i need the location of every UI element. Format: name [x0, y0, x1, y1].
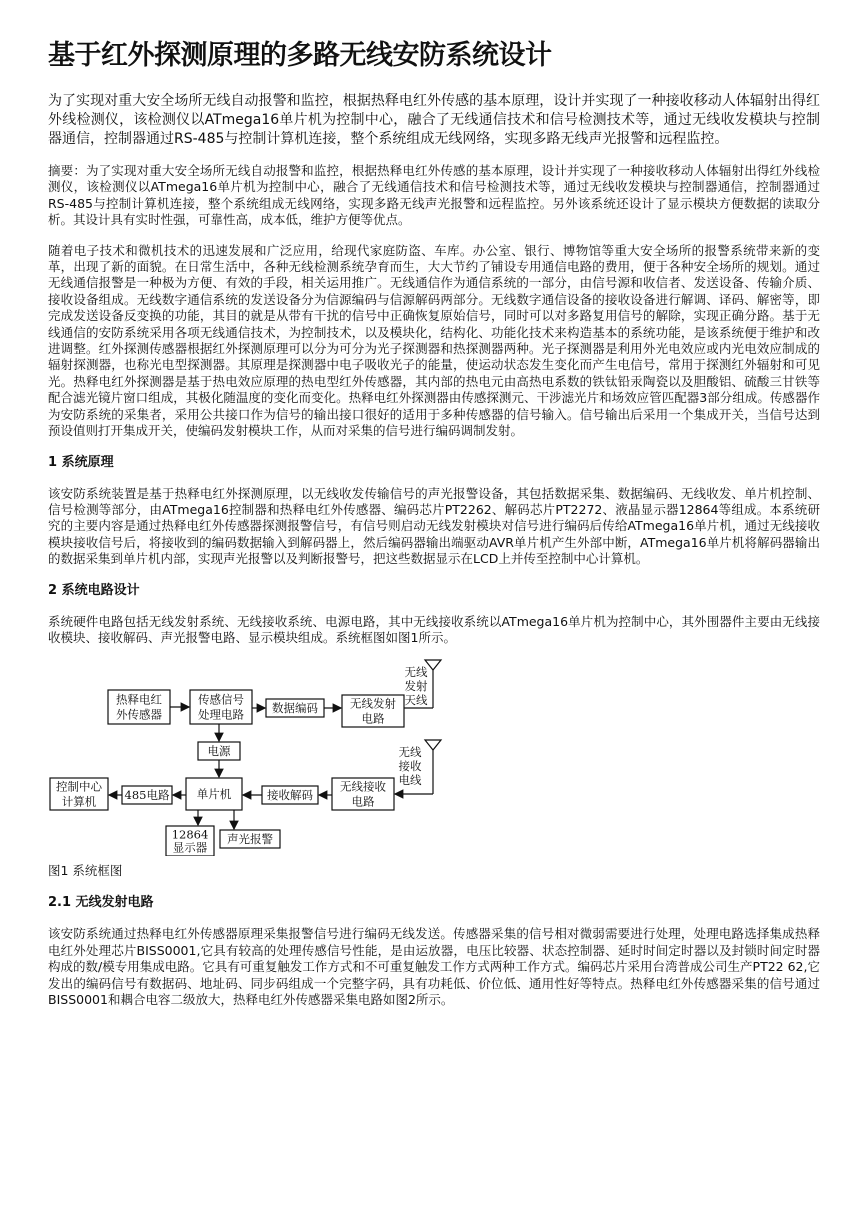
diagram-label-signal-proc-1: 处理电路 — [198, 707, 244, 722]
diagram-label-rs485-0: 485电路 — [124, 788, 170, 803]
diagram-label-lcd-0: 12864 — [171, 827, 209, 842]
diagram-label-mcu-0: 单片机 — [196, 787, 232, 802]
diagram-label-wireless-tx-0: 无线发射 — [350, 696, 396, 711]
diagram-label-wireless-rx-1: 电路 — [351, 794, 375, 809]
system-block-diagram — [48, 658, 820, 856]
diagram-label-rx-decode-0: 接收解码 — [267, 788, 313, 803]
diagram-label-tx-antenna-2: 天线 — [404, 693, 428, 708]
figure-1-caption: 图1 系统框图 — [48, 863, 123, 879]
article — [48, 38, 820, 1008]
diagram-label-rx-antenna-1: 接收 — [398, 759, 422, 774]
diagram-label-pir-sensor-1: 外传感器 — [116, 707, 162, 722]
abstract: 摘要：为了实现对重大安全场所无线自动报警和监控，根据热释电红外传感的基本原理，设计并实现了一种接收移动人体辐射出得红外线检测仪，该检测仪以ATmega16单片机为控制中心，融合了无线通信技术和信号检测技术等，通过无线收发模块与控制器通信，控制器通过RS-485与控制计算机连接，整个系统组成无线网络，实现多路无线声光报警和远程监控。另外该系统还设计了显示模块方便数据的读取分析。其设计具有实时性强，可靠性高，成本低，维护方便等优点。 — [48, 163, 820, 228]
section-2-heading: 2 系统电路设计 — [48, 582, 140, 598]
diagram-label-rx-antenna-0: 无线 — [398, 745, 422, 760]
diagram-label-wireless-tx-1: 电路 — [361, 711, 385, 726]
diagram-label-signal-proc-0: 传感信号 — [198, 692, 244, 707]
diagram-label-rx-antenna-2: 电线 — [398, 773, 422, 788]
diagram-label-control-pc-1: 计算机 — [61, 794, 97, 809]
diagram-label-control-pc-0: 控制中心 — [56, 779, 102, 794]
diagram-label-lcd-1: 显示器 — [172, 840, 208, 855]
diagram-label-wireless-rx-0: 无线接收 — [340, 779, 386, 794]
section-2-1-text: 该安防系统通过热释电红外传感器原理采集报警信号进行编码无线发送。传感器采集的信号相对微弱需要进行处理，处理电路选择集成热释电红外处理芯片BISS0001,它具有较高的处理传感信号性能，是由运放器，电压比较器、状态控制器、延时时间定时器以及封锁时间定时器构成的数/模专用集成电路。它具有可重复触发工作方式和不可重复触发工作方式两种工作方式。编码芯片采用台湾普成公司生产PT22 62,它发出的编码信号有数据码、地址码、同步码组成一个完整字码，具有功耗低、价位低、通用性好等特点。热释电红外传感器采集的信号通过BISS0001和耦合电容二级放大，热释电红外传感器采集电路如图2所示。 — [48, 926, 820, 1007]
diagram-label-power-0: 电源 — [207, 744, 231, 759]
article-title: 基于红外探测原理的多路无线安防系统设计 — [48, 40, 552, 71]
diagram-label-tx-antenna-1: 发射 — [404, 679, 428, 694]
section-1-text: 该安防系统装置是基于热释电红外探测原理，以无线收发传输信号的声光报警设备，其包括数据采集、数据编码、无线收发、单片机控制、信号检测等部分，由ATmega16控制器和热释电红外传感器、编码芯片PT2262、解码芯片PT2272、液晶显示器12864等组成。本系统研究的主要内容是通过热释电红外传感器探测报警信号，有信号则启动无线发射模块对信号进行编码后传给ATmega16单片机，通过无线接收模块接收信号后，将接收到的编码数据输入到解码器上，然后编码器输出端驱动AVR单片机产生外部中断，ATmega16单片机将解码器输出的数据采集到单片机内部，实现声光报警以及判断报警号，把这些数据显示在LCD上并传至控制中心计算机。 — [48, 485, 820, 567]
diagram-label-alarm-0: 声光报警 — [227, 832, 273, 847]
section-1-heading: 1 系统原理 — [48, 454, 114, 470]
diagram-label-pir-sensor-0: 热释电红 — [116, 692, 162, 707]
diagram-label-data-encode-0: 数据编码 — [272, 701, 318, 716]
intro-summary: 为了实现对重大安全场所无线自动报警和监控，根据热释电红外传感的基本原理，设计并实现了一种接收移动人体辐射出得红外线检测仪，该检测仪以ATmega16单片机为控制中心，融合了无线通信技术和信号检测技术等，通过无线收发模块与控制器通信，控制器通过RS-485与控制计算机连接，整个系统组成无线网络，实现多路无线声光报警和远程监控。 — [48, 93, 820, 147]
section-2-text: 系统硬件电路包括无线发射系统、无线接收系统、电源电路，其中无线接收系统以ATmega16单片机为控制中心，其外围器件主要由无线接收模块、接收解码、声光报警电路、显示模块组成。系统框图如图1所示。 — [48, 613, 820, 645]
body-intro-paragraph: 随着电子技术和微机技术的迅速发展和广泛应用，给现代家庭防盗、车库。办公室、银行、博物馆等重大安全场所的报警系统带来新的变革，出现了新的面貌。在日常生活中，各种无线检测系统孕育而生，大大节约了铺设专用通信电路的费用，便于各种安全场所的规划。通过无线通信报警是一种极为方便、有效的手段，相关运用推广。无线通信作为通信系统的一部分，由信号源和收信者、发送设备、传输介质、接收设备组成。无线数字通信系统的发送设备分为信源编码与信源解码两部分。无线数字通信设备的接收设备进行解调、译码、解密等，即完成发送设备反变换的功能，其目的就是从带有干扰的信号中正确恢复原始信号，同时可以对多路复用信号的解除，实现正确分路。基于无线通信的安防系统采用各项无线通信技术，为控制技术，以及模块化，结构化、功能化技术来构造基本的系统功能，是该系统便于维护和改进调整。红外探测传感器根据红外探测原理可以分为可分为光子探测器和热探测器两种。光子探测器是利用外光电效应或内光电效应制成的辐射探测器，也称光电型探测器。其原理是探测器中电子吸收光子的能量，使运动状态发生变化而产生电信号，常用于探测红外辐射和可见光。热释电红外探测器是基于热电效应原理的热电型红外传感器，其内部的热电元由高热电系数的铁钛铅汞陶瓷以及胆酸铝、硫酸三甘铁等配合滤光镜片窗口组成，其极化随温度的变化而变化。热释电红外探测器由传感探测元、干涉滤光片和场效应管匹配器3部分组成。传感器作为安防系统的采集者，采用公共接口作为信号的输出接口很好的适用于多种传感器的信号输入。信号输出后采用一个集成开关，当信号达到预设值则打开集成开关，使编码发射模块工作，从而对采集的信号进行编码调制发射。 — [48, 242, 820, 439]
section-2-1-heading: 2.1 无线发射电路 — [48, 895, 154, 911]
diagram-label-tx-antenna-0: 无线 — [404, 665, 428, 680]
